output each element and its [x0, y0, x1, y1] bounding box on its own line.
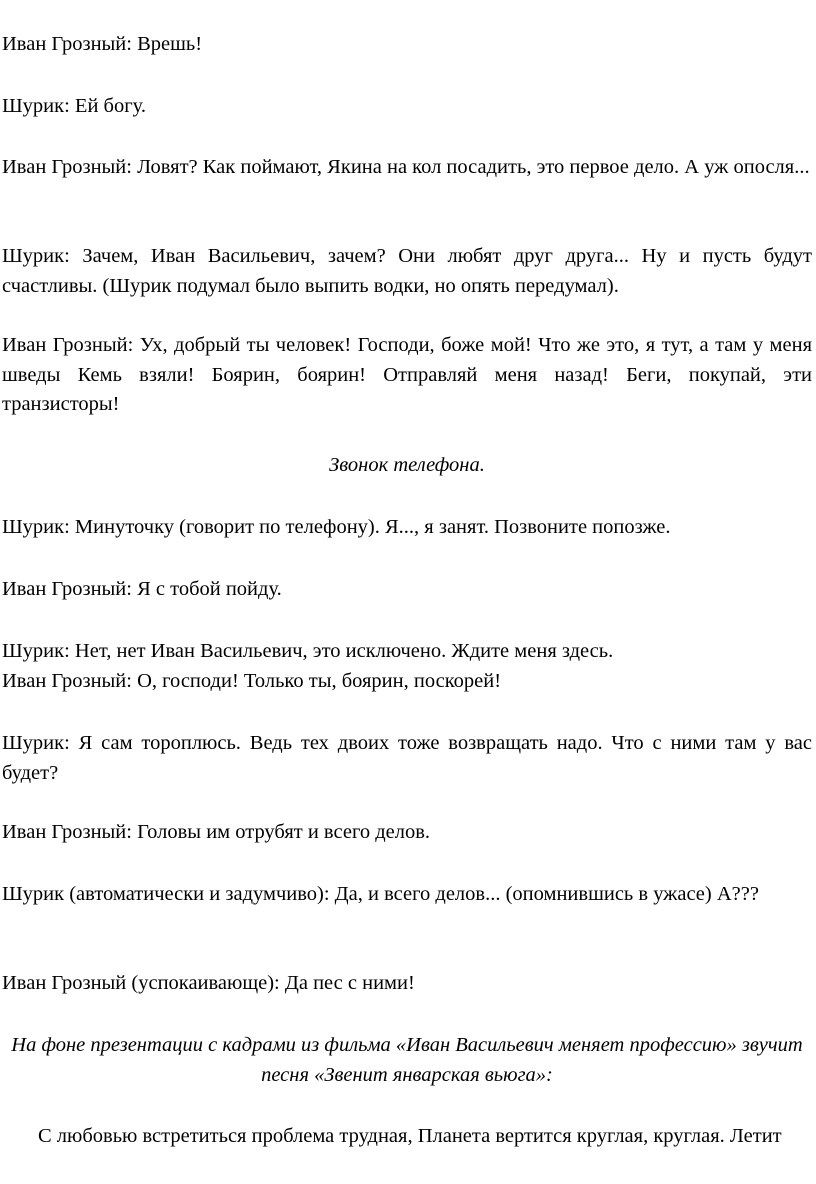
dialogue-line-ivan-4: Иван Грозный: Я с тобой пойду. [2, 578, 282, 600]
dialogue-line-shurik-3: Шурик: Минуточку (говорит по телефону). Я..., я занят. Позвоните попозже. [2, 516, 671, 538]
dialogue-line-ivan-6: Иван Грозный: Головы им отрубят и всего делов. [2, 821, 431, 843]
dialogue-line-ivan-3: Иван Грозный: Ух, добрый ты человек! Господи, боже мой! Что же это, я тут, а там у меня шведы Кемь взяли! Боярин, боярин! Отправляй меня назад! Беги, покупай, эти транзисторы! [2, 334, 812, 415]
dialogue-line-ivan-1: Иван Грозный: Врешь! [2, 33, 203, 55]
dialogue-line-ivan-2: Иван Грозный: Ловят? Как поймают, Якина на кол посадить, это первое дело. А уж опосля... [2, 156, 810, 178]
dialogue-line-ivan-5: Иван Грозный: О, господи! Только ты, боярин, поскорей! [2, 670, 502, 692]
stage-direction-song: На фоне презентации с кадрами из фильма «Иван Васильевич меняет профессию» звучит песня «Звенит январская вьюга»: [11, 1034, 803, 1086]
dialogue-line-ivan-7: Иван Грозный (успокаивающе): Да пес с ними! [2, 972, 415, 994]
dialogue-line-shurik-6: Шурик (автоматически и задумчиво): Да, и всего делов... (опомнившись в ужасе) А??? [2, 883, 759, 905]
dialogue-line-shurik-1: Шурик: Ей богу. [2, 95, 146, 117]
dialogue-line-shurik-4: Шурик: Нет, нет Иван Васильевич, это исключено. Ждите меня здесь. [2, 640, 614, 662]
song-lyrics: С любовью встретиться проблема трудная, Планета вертится круглая, круглая. Летит [38, 1125, 782, 1147]
dialogue-line-shurik-2: Шурик: Зачем, Иван Васильевич, зачем? Они любят друг друга... Ну и пусть будут счастливы. (Шурик подумал было выпить водки, но опять передумал). [2, 245, 812, 297]
stage-direction-phone: Звонок телефона. [329, 454, 485, 476]
dialogue-line-shurik-5: Шурик: Я сам тороплюсь. Ведь тех двоих тоже возвращать надо. Что с ними там у вас будет? [2, 732, 812, 784]
